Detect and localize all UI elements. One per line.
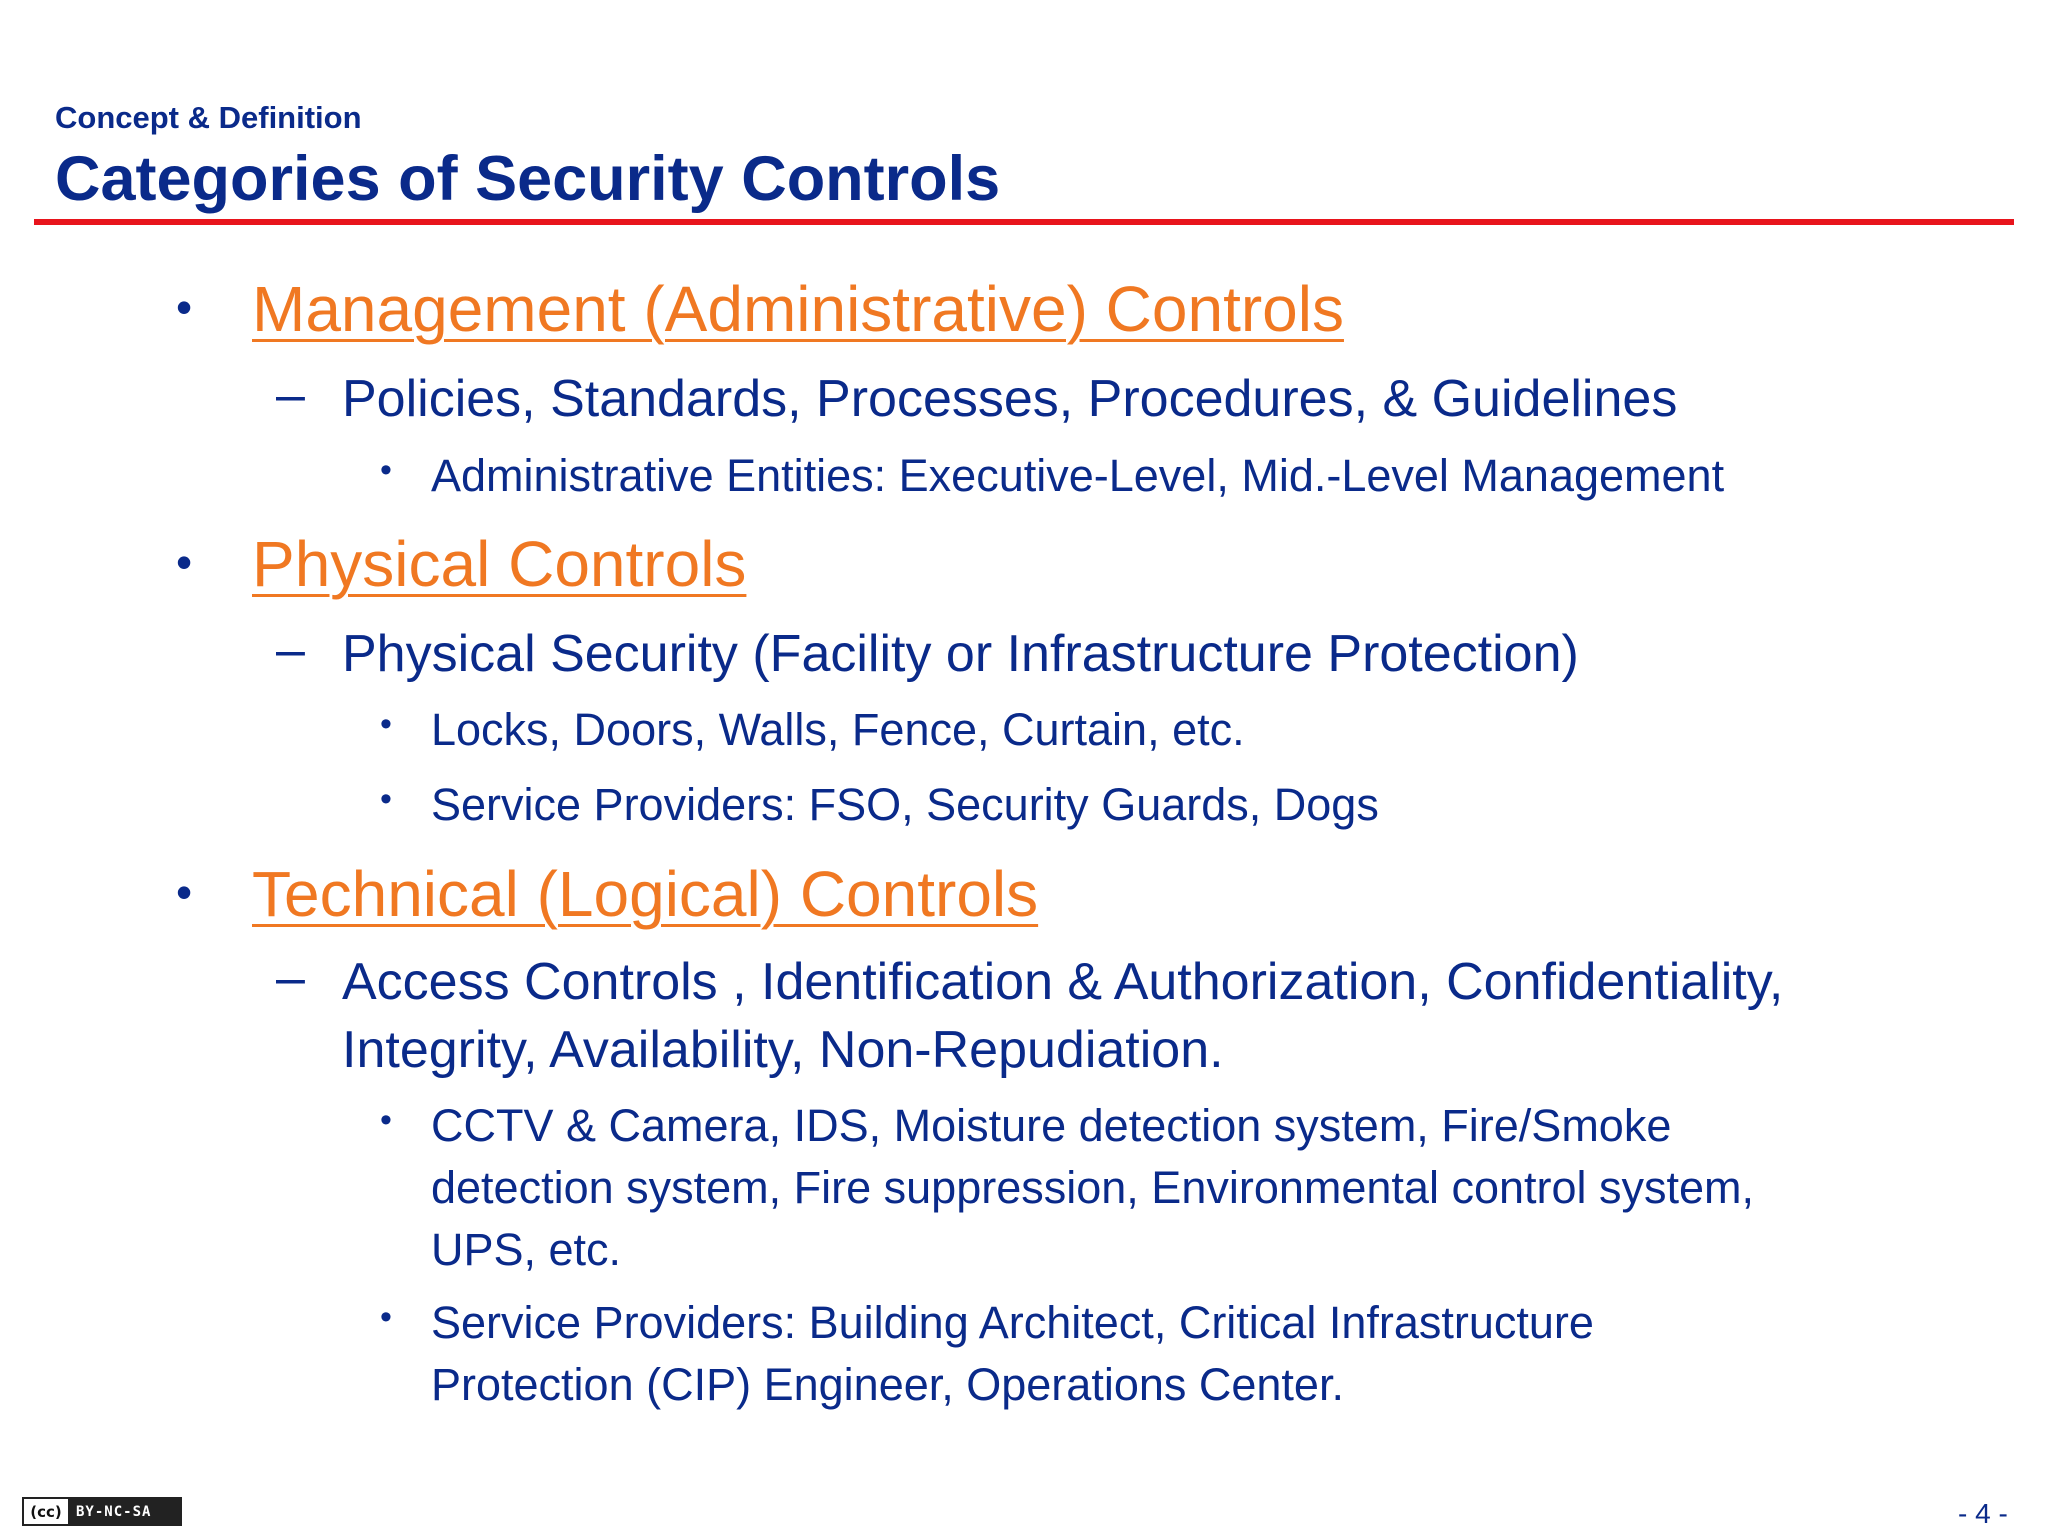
bullet-marker: • — [380, 705, 392, 743]
bullet-marker: • — [176, 866, 193, 918]
detail-physical-2-text: Service Providers: FSO, Security Guards, Dogs — [431, 779, 1379, 830]
cc-icon: (cc) — [24, 1499, 68, 1524]
bullet-marker: • — [380, 451, 392, 489]
detail-management-1-text: Administrative Entities: Executive-Level, Mid.-Level Management — [431, 450, 1725, 501]
detail-technical-1-line-3: UPS, etc. — [431, 1224, 622, 1275]
heading-technical: Technical (Logical) Controls — [252, 858, 1039, 930]
license-text: BY-NC-SA — [76, 1503, 152, 1520]
dash-marker: – — [276, 949, 305, 1007]
bullet-marker: • — [380, 780, 392, 818]
bullet-marker: • — [176, 281, 193, 333]
sub-management-text: Policies, Standards, Processes, Procedures, & Guidelines — [342, 370, 1678, 428]
detail-technical-1-line-2: detection system, Fire suppression, Environmental control system, — [431, 1162, 1755, 1213]
dash-marker: – — [276, 621, 305, 679]
title-divider — [34, 219, 2014, 225]
section-label: Concept & Definition — [55, 100, 362, 135]
bullet-marker: • — [380, 1298, 392, 1336]
sub-technical-line-1: Access Controls , Identification & Authorization, Confidentiality, — [342, 953, 1784, 1011]
detail-technical-2-line-2: Protection (CIP) Engineer, Operations Center. — [431, 1359, 1344, 1410]
page-number: - 4 - — [1958, 1498, 2008, 1529]
cc-license-badge — [22, 1497, 182, 1526]
slide-title: Categories of Security Controls — [55, 144, 1001, 214]
heading-physical: Physical Controls — [252, 528, 747, 600]
dash-marker: – — [276, 366, 305, 424]
detail-technical-1-line-1: CCTV & Camera, IDS, Moisture detection system, Fire/Smoke — [431, 1100, 1672, 1151]
sub-technical-line-2: Integrity, Availability, Non-Repudiation. — [342, 1021, 1224, 1079]
detail-technical-2-line-1: Service Providers: Building Architect, Critical Infrastructure — [431, 1297, 1594, 1348]
detail-physical-1-text: Locks, Doors, Walls, Fence, Curtain, etc. — [431, 704, 1245, 755]
bullet-marker: • — [176, 536, 193, 588]
bullet-marker: • — [380, 1101, 392, 1139]
heading-management: Management (Administrative) Controls — [252, 273, 1344, 345]
sub-physical-text: Physical Security (Facility or Infrastructure Protection) — [342, 625, 1579, 683]
